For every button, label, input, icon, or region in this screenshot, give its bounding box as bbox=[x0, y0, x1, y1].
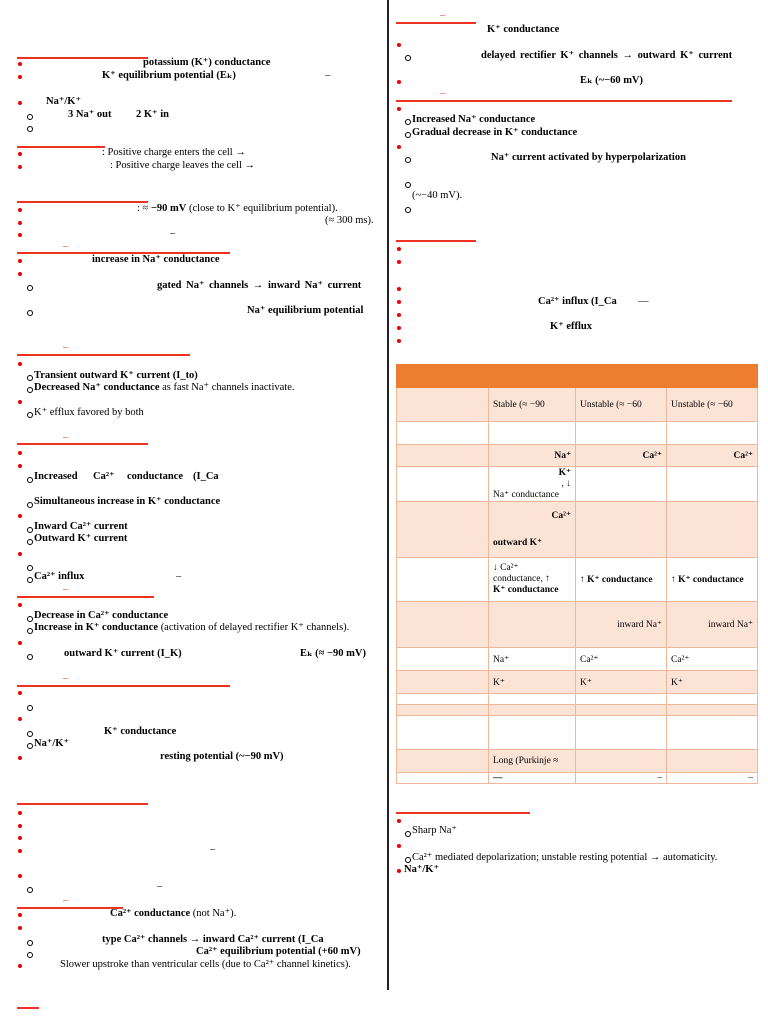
dash: – bbox=[176, 571, 182, 582]
sub-bullet bbox=[27, 527, 33, 533]
table-header-row bbox=[397, 365, 758, 388]
sub-bullet bbox=[27, 502, 33, 508]
heading-underline bbox=[17, 907, 123, 909]
bullet bbox=[18, 451, 22, 455]
table-row: Ca²⁺ outward K⁺ bbox=[397, 502, 758, 558]
text-300ms: (≈ 300 ms). bbox=[325, 215, 374, 226]
text-k-efflux-r: K⁺ efflux bbox=[550, 321, 592, 332]
sub-bullet bbox=[27, 477, 33, 483]
text-3na-out: 3 Na⁺ out bbox=[68, 109, 112, 120]
table-row: Na⁺ Ca²⁺ Ca²⁺ bbox=[397, 648, 758, 671]
sub-bullet bbox=[27, 114, 33, 120]
text-gated-na: gated Na⁺ channels → inward Na⁺ current bbox=[157, 280, 362, 291]
comparison-table bbox=[396, 364, 758, 784]
bullet bbox=[18, 717, 22, 721]
heading-underline bbox=[17, 685, 230, 687]
bullet bbox=[397, 80, 401, 84]
bullet bbox=[397, 844, 401, 848]
sub-bullet bbox=[27, 654, 33, 660]
text-simultaneous-k: Simultaneous increase in K⁺ conductance bbox=[34, 496, 221, 507]
dash: – bbox=[210, 844, 216, 855]
bullet bbox=[18, 259, 22, 263]
bullet bbox=[18, 913, 22, 917]
sub-bullet bbox=[405, 55, 411, 61]
bullet bbox=[18, 926, 22, 930]
text-resting-potential: resting potential (~−90 mV) bbox=[160, 751, 284, 762]
text-decrease-ca: Decrease in Ca²⁺ conductance bbox=[34, 610, 169, 621]
bullet bbox=[397, 145, 401, 149]
column-divider bbox=[387, 0, 389, 990]
sub-bullet bbox=[405, 182, 411, 188]
sub-bullet bbox=[405, 119, 411, 125]
heading-underline bbox=[396, 240, 476, 242]
text-nak-2: Na⁺/K⁺ bbox=[34, 738, 70, 749]
sub-bullet bbox=[27, 565, 33, 571]
table-row: inward Na⁺ inward Na⁺ bbox=[397, 602, 758, 648]
text-sharp-na: Sharp Na⁺ bbox=[412, 825, 457, 836]
text-ca: Ca²⁺ bbox=[93, 471, 115, 482]
dash: – bbox=[63, 432, 69, 443]
text-increase-k: Increase in K⁺ conductance (activation of delayed rectifier K⁺ channels). bbox=[34, 622, 350, 633]
bullet bbox=[397, 313, 401, 317]
table-row: K⁺ K⁺ K⁺ bbox=[397, 671, 758, 694]
bullet bbox=[397, 300, 401, 304]
text-inward-ca: Inward Ca²⁺ current bbox=[34, 521, 128, 532]
text-gradual-k: Gradual decrease in K⁺ conductance bbox=[412, 127, 578, 138]
bullet bbox=[18, 849, 22, 853]
bullet bbox=[18, 514, 22, 518]
bullet bbox=[18, 824, 22, 828]
text-positive-enters: : Positive charge enters the cell → bbox=[102, 147, 246, 158]
dash: – bbox=[440, 88, 446, 99]
text-funny-current: Na⁺ current activated by hyperpolarization bbox=[491, 152, 686, 163]
heading-underline bbox=[396, 812, 530, 814]
text-k-conductance: potassium (K⁺) conductance bbox=[143, 57, 271, 68]
bullet bbox=[18, 75, 22, 79]
bullet bbox=[18, 152, 22, 156]
text-ca-equilibrium: Ca²⁺ equilibrium potential (+60 mV) bbox=[196, 946, 361, 957]
text-slower-upstroke: Slower upstroke than ventricular cells (due to Ca²⁺ channel kinetics). bbox=[60, 959, 351, 970]
sub-bullet bbox=[27, 539, 33, 545]
bullet bbox=[18, 101, 22, 105]
text-nak-r: Na⁺/K⁺ bbox=[404, 864, 440, 875]
text-na-increase: increase in Na⁺ conductance bbox=[92, 254, 220, 265]
sub-bullet bbox=[27, 731, 33, 737]
text-ito: Transient outward K⁺ current (I_to) bbox=[34, 370, 198, 381]
text-ica: (I_Ca bbox=[193, 471, 219, 482]
bullet bbox=[397, 339, 401, 343]
table-row bbox=[397, 716, 758, 750]
bullet bbox=[18, 233, 22, 237]
bullet bbox=[397, 287, 401, 291]
table-row: K⁺ , ↓ Na⁺ conductance bbox=[397, 467, 758, 502]
sub-bullet bbox=[27, 743, 33, 749]
dash: – bbox=[63, 584, 69, 595]
bullet bbox=[18, 400, 22, 404]
bullet bbox=[397, 326, 401, 330]
table-row bbox=[397, 705, 758, 716]
text-ek-60: Eₖ (~−60 mV) bbox=[580, 75, 644, 86]
text-ltype-ca: type Ca²⁺ channels → inward Ca²⁺ current (I_Ca bbox=[102, 934, 324, 945]
text-resting-90: : ≈ −90 mV (close to K⁺ equilibrium potential). bbox=[137, 203, 338, 214]
sub-bullet bbox=[27, 705, 33, 711]
dash: – bbox=[157, 881, 163, 892]
bullet bbox=[18, 552, 22, 556]
bullet bbox=[18, 272, 22, 276]
dash: – bbox=[63, 673, 69, 684]
dash: – bbox=[440, 10, 446, 21]
bullet bbox=[18, 811, 22, 815]
text-positive-leaves: : Positive charge leaves the cell → bbox=[110, 160, 256, 171]
sub-bullet bbox=[27, 628, 33, 634]
text-nak-pump: Na⁺/K⁺ bbox=[46, 96, 82, 107]
text-increased-na: Increased Na⁺ conductance bbox=[412, 114, 536, 125]
table-row: ↓ Ca²⁺ conductance, ↑ K⁺ conductance ↑ K⁺ conductance ↑ K⁺ conductance bbox=[397, 558, 758, 602]
table-row: Na⁺ Ca²⁺ Ca²⁺ bbox=[397, 445, 758, 467]
bullet bbox=[18, 874, 22, 878]
dash: – bbox=[170, 228, 176, 239]
dash: – bbox=[63, 342, 69, 353]
text-ca-mediated: Ca²⁺ mediated depolarization; unstable resting potential → automaticity. bbox=[412, 852, 718, 863]
bullet bbox=[397, 260, 401, 264]
heading-underline bbox=[17, 57, 148, 59]
sub-bullet bbox=[27, 412, 33, 418]
heading-underline bbox=[17, 596, 154, 598]
bullet bbox=[18, 691, 22, 695]
heading-underline bbox=[396, 100, 732, 102]
sub-bullet bbox=[27, 310, 33, 316]
table-row: Stable (≈ −90 Unstable (≈ −60 Unstable (≈ −60 bbox=[397, 388, 758, 422]
sub-bullet bbox=[27, 940, 33, 946]
text-decreased-na: Decreased Na⁺ conductance as fast Na⁺ channels inactivate. bbox=[34, 382, 295, 393]
sub-bullet bbox=[27, 577, 33, 583]
dash: – bbox=[325, 70, 331, 81]
text-ek-90: Eₖ (≈ −90 mV) bbox=[300, 648, 366, 659]
bullet bbox=[18, 221, 22, 225]
bullet bbox=[18, 641, 22, 645]
text-ca-conductance: Ca²⁺ conductance (not Na⁺). bbox=[110, 908, 237, 919]
text-increased-ca: Increased bbox=[34, 471, 78, 482]
text-outward-k: Outward K⁺ current bbox=[34, 533, 128, 544]
text-k-conductance-2: K⁺ conductance bbox=[104, 726, 177, 737]
sub-bullet bbox=[405, 207, 411, 213]
text-k-equilibrium: K⁺ equilibrium potential (Eₖ) bbox=[102, 70, 236, 81]
bullet bbox=[397, 247, 401, 251]
bullet bbox=[18, 62, 22, 66]
heading-underline bbox=[17, 1007, 39, 1009]
bullet bbox=[397, 869, 401, 873]
bullet bbox=[18, 964, 22, 968]
sub-bullet bbox=[27, 285, 33, 291]
sub-bullet bbox=[27, 375, 33, 381]
sub-bullet bbox=[405, 132, 411, 138]
text-ca-influx-r: Ca²⁺ influx (I_Ca bbox=[538, 296, 617, 307]
bullet bbox=[18, 362, 22, 366]
bullet bbox=[18, 464, 22, 468]
table-row: — – – bbox=[397, 773, 758, 784]
heading-underline bbox=[17, 201, 148, 203]
bullet bbox=[18, 836, 22, 840]
sub-bullet bbox=[27, 952, 33, 958]
heading-underline bbox=[396, 22, 476, 24]
bullet bbox=[18, 208, 22, 212]
bullet bbox=[397, 819, 401, 823]
heading-underline bbox=[17, 146, 105, 148]
sub-bullet bbox=[27, 126, 33, 132]
bullet bbox=[18, 603, 22, 607]
sub-bullet bbox=[27, 887, 33, 893]
text-2k-in: 2 K⁺ in bbox=[136, 109, 169, 120]
text-ca-influx: Ca²⁺ influx bbox=[34, 571, 85, 582]
heading-underline bbox=[17, 354, 190, 356]
text-delayed-rectifier: delayed rectifier K⁺ channels → outward K⁺ current bbox=[481, 50, 733, 61]
table-row bbox=[397, 694, 758, 705]
table-row bbox=[397, 422, 758, 445]
bullet bbox=[397, 107, 401, 111]
heading-underline bbox=[17, 443, 148, 445]
bullet bbox=[18, 756, 22, 760]
bullet bbox=[397, 43, 401, 47]
heading-underline bbox=[17, 803, 148, 805]
dash: – bbox=[63, 241, 69, 252]
sub-bullet bbox=[405, 831, 411, 837]
sub-bullet bbox=[27, 387, 33, 393]
text-k-efflux: K⁺ efflux favored by both bbox=[34, 407, 144, 418]
sub-bullet bbox=[405, 857, 411, 863]
bullet bbox=[18, 165, 22, 169]
text-conductance: conductance bbox=[127, 471, 183, 482]
table-row: Long (Purkinje ≈ bbox=[397, 750, 758, 773]
text-outward-ik: outward K⁺ current (I_K) bbox=[64, 648, 182, 659]
sub-bullet bbox=[405, 157, 411, 163]
dash: – bbox=[63, 895, 69, 906]
sub-bullet bbox=[27, 616, 33, 622]
text-k-conductance-r: K⁺ conductance bbox=[487, 24, 560, 35]
dash: — bbox=[638, 296, 649, 307]
text-na-equilibrium: Na⁺ equilibrium potential bbox=[247, 305, 364, 316]
text-40mv: (~−40 mV). bbox=[412, 190, 463, 201]
